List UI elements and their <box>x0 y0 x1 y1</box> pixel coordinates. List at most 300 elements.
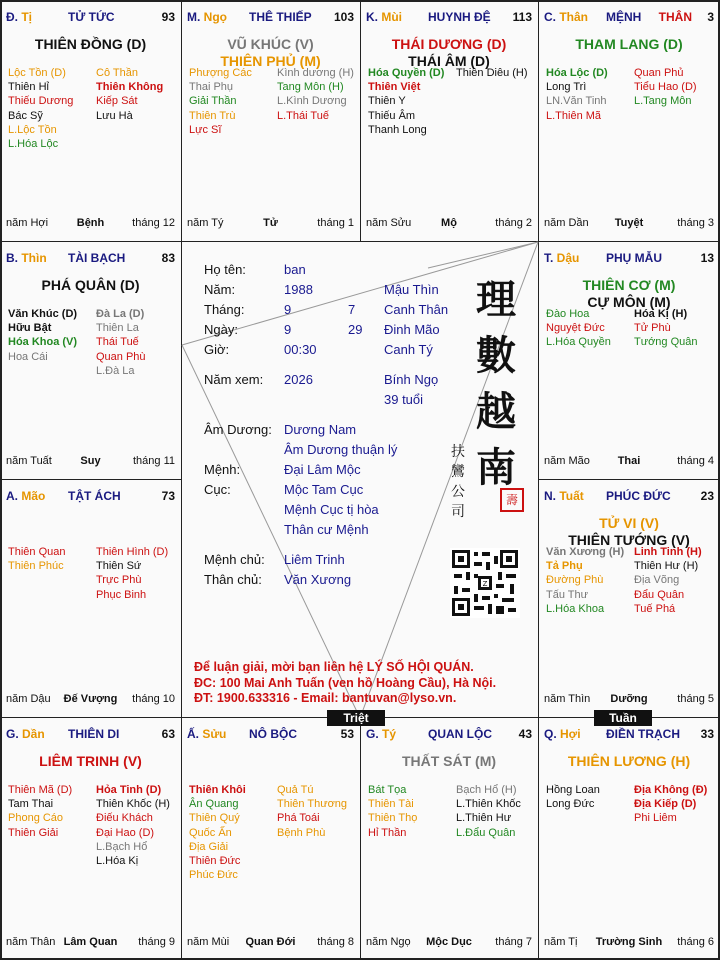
ho-ten-label: Họ tên: <box>204 262 246 277</box>
minor-star: Bạch Hổ (H) <box>456 784 517 796</box>
seal-char: 鸞 <box>451 464 465 480</box>
thang-label: Tháng: <box>204 302 245 317</box>
center-info <box>182 242 538 718</box>
palace-stage: Quan Đới <box>245 936 296 948</box>
nam-can: Mậu Thìn <box>384 282 439 297</box>
palace-number: 83 <box>161 251 175 265</box>
palace-header <box>6 727 175 743</box>
star-column-left <box>189 66 277 137</box>
menh-label: Mệnh: <box>204 462 241 477</box>
palace-footer <box>187 217 354 231</box>
star-column-right <box>634 307 720 350</box>
contact-phone-email[interactable]: ĐT: 1900.633316 - Email: bantuvan@lyso.vn. <box>194 691 457 705</box>
contact-info <box>194 660 496 707</box>
palace-month: tháng 2 <box>495 217 532 229</box>
minor-star: L.Đà La <box>96 364 135 377</box>
palace-branch: G. Dần <box>6 727 45 741</box>
logo-char: 南 <box>476 444 516 491</box>
palace-name: PHỤ MẪU <box>606 251 662 265</box>
ngay-value-2: 29 <box>348 322 363 337</box>
minor-star: Tang Môn (H) <box>277 81 344 94</box>
nam-xem-value: 2026 <box>284 372 313 387</box>
star-column-left <box>546 545 634 616</box>
palace-stage: Tuyệt <box>614 217 644 229</box>
palace-month: tháng 7 <box>495 936 532 948</box>
logo-char: 數 <box>476 332 516 379</box>
logo-calligraphy <box>470 272 522 496</box>
main-stars <box>360 753 538 770</box>
palace-name: THÊ THIẾP <box>249 10 312 24</box>
minor-star: Phúc Đức <box>189 869 238 882</box>
than-marker: THÂN <box>658 10 692 24</box>
minor-star: Thiếu Âm <box>368 109 416 122</box>
than-chu-label: Thân chủ: <box>204 572 262 587</box>
logo-char: 越 <box>476 388 516 435</box>
minor-star: Đà La (D) <box>96 308 145 320</box>
palace-branch: A. Mão <box>6 489 46 503</box>
minor-star: Thiên Đức <box>189 854 241 867</box>
minor-star: Thai Phụ <box>189 81 234 94</box>
palace-number: 103 <box>333 10 354 24</box>
palace-year: năm Tị <box>544 936 578 948</box>
minor-star: Hóa Kị (H) <box>634 308 688 320</box>
palace-branch: B. Thìn <box>6 251 47 265</box>
ngay-label: Ngày: <box>204 322 238 337</box>
minor-star: L.Hóa Kị <box>96 854 139 867</box>
seal-char: 公 <box>451 484 465 500</box>
minor-star: Ân Quang <box>189 798 239 811</box>
am-duong-value: Dương Nam <box>284 422 357 437</box>
seal-char: 扶 <box>451 444 465 460</box>
minor-star: Bác Sỹ <box>8 109 43 122</box>
palace-year: năm Tuất <box>6 455 52 467</box>
palace-month: tháng 1 <box>317 217 354 229</box>
palace-stage: Thai <box>617 455 641 467</box>
palace-tuat <box>538 479 720 717</box>
palace-footer <box>366 217 532 231</box>
minor-star: Quan Phù <box>96 350 146 363</box>
minor-star: L.Hóa Khoa <box>546 602 605 615</box>
contact-line: Để luận giải, mời bạn liên hệ LÝ SỐ HỘI QUÁN. <box>194 660 474 674</box>
palace-dau <box>538 241 720 479</box>
palace-month: tháng 11 <box>132 455 175 467</box>
minor-star: Tấu Thư <box>546 588 589 601</box>
seal-char: 司 <box>451 504 465 520</box>
palace-stage: Suy <box>80 455 101 467</box>
palace-month: tháng 8 <box>317 936 354 948</box>
palace-than <box>538 0 720 241</box>
star-column-right <box>96 66 181 123</box>
minor-star: Bát Tọa <box>368 784 407 796</box>
palace-header <box>544 489 714 505</box>
palace-header <box>366 727 532 743</box>
minor-star: L.Hóa Quyền <box>546 336 611 349</box>
minor-star: L.Bạch Hổ <box>96 840 148 853</box>
minor-star: Quả Tú <box>277 784 314 796</box>
minor-star: Văn Khúc (D) <box>8 308 78 320</box>
star-column-left <box>546 66 634 123</box>
star-column-right <box>456 66 538 80</box>
palace-name: MỆNH <box>606 10 642 24</box>
minor-star: Linh Tinh (H) <box>634 546 702 558</box>
star-column-right <box>277 783 360 840</box>
minor-star: Thiên Khốc (H) <box>96 798 170 811</box>
ngay-value: 9 <box>284 322 292 337</box>
palace-name: THIÊN DI <box>68 727 120 741</box>
palace-month: tháng 4 <box>677 455 714 467</box>
palace-ti <box>0 0 181 241</box>
palace-number: 73 <box>161 489 175 503</box>
minor-star: Phục Binh <box>96 588 147 601</box>
minor-star: Thiên La <box>96 322 139 335</box>
palace-stage: Lâm Quan <box>63 936 118 948</box>
minor-star: Địa Giải <box>189 840 229 853</box>
minor-star: L.Hóa Lộc <box>8 137 59 150</box>
palace-number: 13 <box>700 251 714 265</box>
palace-mui <box>360 0 538 241</box>
main-star: THIÊN CƠ (M) <box>582 277 676 293</box>
star-column-right <box>634 783 720 826</box>
main-star: THIÊN TƯỚNG (V) <box>568 532 690 548</box>
nam-label: Năm: <box>204 282 236 297</box>
palace-name: TỬ TỨC <box>68 10 115 24</box>
palace-month: tháng 10 <box>132 693 175 705</box>
palace-stage: Bệnh <box>76 217 105 229</box>
minor-star: Thiên Việt <box>368 81 421 94</box>
palace-header <box>187 10 354 26</box>
palace-number: 3 <box>707 10 714 24</box>
qr-code-icon <box>450 548 520 618</box>
minor-star: Thanh Long <box>368 123 427 136</box>
minor-star: L.Thiên Khốc <box>456 798 521 811</box>
thang-value: 9 <box>284 302 292 317</box>
menh-value: Đại Lâm Mộc <box>284 462 361 477</box>
minor-star: Hoa Cái <box>8 350 48 363</box>
minor-star: L.Thiên Hư <box>456 812 512 825</box>
main-stars <box>0 36 181 53</box>
main-stars <box>538 36 720 53</box>
main-star: THAM LANG (D) <box>575 36 683 52</box>
minor-star: Thiên Mã (D) <box>8 784 73 796</box>
minor-star: Nguyệt Đức <box>546 322 605 335</box>
minor-star: Văn Xương (H) <box>546 546 625 558</box>
cuc-label: Cục: <box>204 482 231 497</box>
palace-footer <box>6 455 175 469</box>
minor-star: Địa Không (Đ) <box>634 784 708 796</box>
main-star: THÁI DƯƠNG (D) <box>391 36 507 52</box>
palace-year: năm Sửu <box>366 217 412 229</box>
star-column-left <box>189 783 277 882</box>
star-column-right <box>96 307 181 378</box>
main-stars <box>0 277 181 294</box>
palace-branch: C. Thân <box>544 10 589 24</box>
nam-value: 1988 <box>284 282 313 297</box>
minor-star: Giải Thần <box>189 95 237 108</box>
palace-name: ĐIỀN TRẠCH <box>606 727 680 741</box>
minor-star: Thiên Không <box>96 81 164 94</box>
minor-star: Tử Phù <box>634 322 671 335</box>
minor-star: Thiếu Dương <box>8 95 74 108</box>
palace-header <box>366 10 532 26</box>
minor-star: Phi Liêm <box>634 812 677 825</box>
minor-star: Thiên Quan <box>8 546 66 558</box>
palace-year: năm Thân <box>6 936 56 948</box>
main-stars <box>181 36 360 70</box>
star-column-left <box>546 307 634 350</box>
palace-footer <box>544 217 714 231</box>
palace-suu <box>181 717 360 960</box>
main-stars <box>538 277 720 311</box>
palace-branch: Đ. Tị <box>6 10 33 24</box>
minor-star: Tam Thai <box>8 798 54 811</box>
minor-star: Thiên Thương <box>277 798 348 811</box>
minor-star: Quốc Ấn <box>189 826 232 839</box>
main-star: TỬ VI (V) <box>599 515 659 531</box>
seal-small-text <box>448 442 468 522</box>
minor-star: Tướng Quân <box>634 336 698 349</box>
palace-header <box>544 727 714 743</box>
palace-header <box>187 727 354 743</box>
tuoi-value: 39 tuổi <box>384 392 424 407</box>
main-stars <box>538 515 720 549</box>
palace-thin <box>0 241 181 479</box>
minor-star: Thiên Diêu (H) <box>456 67 528 79</box>
palace-name: PHÚC ĐỨC <box>606 489 671 503</box>
star-column-right <box>96 783 181 868</box>
minor-star: Kình dương (H) <box>277 67 354 79</box>
star-column-right <box>96 545 181 602</box>
minor-star: Thiên Khôi <box>189 784 246 796</box>
palace-name: TẬT ÁCH <box>68 489 121 503</box>
palace-number: 43 <box>518 727 532 741</box>
palace-stage: Mộc Dục <box>426 936 472 948</box>
palace-month: tháng 12 <box>132 217 175 229</box>
minor-star: Phá Toái <box>277 812 320 825</box>
minor-star: L.Lộc Tồn <box>8 123 57 136</box>
palace-number: 93 <box>161 10 175 24</box>
minor-star: Địa Kiếp (D) <box>634 798 697 811</box>
minor-star: Thiên Hỉ <box>8 81 49 94</box>
palace-stage: Đế Vượng <box>63 693 118 705</box>
palace-stage: Dưỡng <box>610 693 648 705</box>
than-chu-value: Văn Xương <box>284 572 352 587</box>
palace-header <box>544 251 714 267</box>
minor-star: Tả Phụ <box>546 560 583 573</box>
minor-star: L.Kình Dương <box>277 95 347 108</box>
minor-star: Thiên Giải <box>8 826 59 839</box>
palace-year: năm Mùi <box>187 936 230 948</box>
minor-star: Thiên Thọ <box>368 812 418 825</box>
palace-footer <box>187 936 354 950</box>
minor-star: Cô Thần <box>96 67 138 79</box>
palace-stage: Mộ <box>441 217 457 229</box>
palace-month: tháng 9 <box>138 936 175 948</box>
palace-year: năm Dậu <box>6 693 51 705</box>
palace-footer <box>544 693 714 707</box>
minor-star: Long Trì <box>546 81 587 94</box>
star-column-right <box>634 66 720 109</box>
minor-star: Địa Võng <box>634 574 680 587</box>
minor-star: L.Thái Tuế <box>277 109 329 122</box>
minor-star: Hồng Loan <box>546 784 600 796</box>
minor-star: LN.Văn Tinh <box>546 95 607 108</box>
minor-star: Thiên Quý <box>189 812 240 825</box>
minor-star: Long Đức <box>546 798 595 811</box>
nam-xem-can: Bính Ngọ <box>384 372 439 387</box>
minor-star: Hỏa Tinh (D) <box>96 784 162 796</box>
palace-header <box>6 251 175 267</box>
palace-branch: N. Tuất <box>544 489 584 503</box>
nam-xem-label: Năm xem: <box>204 372 264 387</box>
palace-footer <box>6 936 175 950</box>
minor-star: Thiên Tài <box>368 798 414 811</box>
main-star: LIÊM TRINH (V) <box>39 753 142 769</box>
minor-star: Tiểu Hao (D) <box>634 81 697 94</box>
star-column-right <box>277 66 360 123</box>
main-stars <box>360 36 538 70</box>
minor-star: Kiếp Sát <box>96 95 138 108</box>
palace-branch: K. Mùi <box>366 10 403 24</box>
svg-text:Z: Z <box>482 580 488 588</box>
minor-star: L.Đẩu Quân <box>456 826 516 839</box>
gio-can: Canh Tý <box>384 342 433 357</box>
palace-mao <box>0 479 181 717</box>
contact-address: ĐC: 100 Mai Anh Tuấn (ven hồ Hoàng Cầu), Hà Nội. <box>194 675 497 690</box>
minor-star: Phượng Các <box>189 67 252 79</box>
main-star: THIÊN PHỦ (M) <box>220 53 321 69</box>
logo-char: 理 <box>476 276 516 323</box>
main-star: THÁI ÂM (D) <box>408 53 490 69</box>
palace-dan <box>0 717 181 960</box>
minor-star: Thiên Sứ <box>96 560 142 573</box>
star-column-left <box>368 66 456 137</box>
palace-header <box>544 10 714 26</box>
minor-star: Quan Phủ <box>634 67 684 79</box>
ngay-can: Đinh Mão <box>384 322 440 337</box>
minor-star: Thiên Y <box>368 95 406 108</box>
minor-star: Hỉ Thần <box>368 826 407 839</box>
minor-star: Hóa Lộc (D) <box>546 67 608 79</box>
main-star: VŨ KHÚC (V) <box>227 36 314 52</box>
minor-star: Hóa Quyền (D) <box>368 67 445 79</box>
palace-footer <box>6 217 175 231</box>
minor-star: Lưu Hà <box>96 109 133 122</box>
main-star: PHÁ QUÂN (D) <box>41 277 140 293</box>
star-column-left <box>546 783 634 811</box>
palace-header <box>6 10 175 26</box>
palace-branch: Q. Hợi <box>544 727 581 741</box>
minor-star: L.Tang Môn <box>634 95 692 108</box>
palace-branch: G. Tý <box>366 727 397 741</box>
triet-tag: Triệt <box>327 710 385 726</box>
star-column-left <box>8 545 96 573</box>
thang-value-2: 7 <box>348 302 356 317</box>
minor-star: Đường Phù <box>546 574 604 587</box>
palace-footer <box>366 936 532 950</box>
cuc-value-3: Thân cư Mệnh <box>284 522 369 537</box>
star-column-right <box>634 545 720 616</box>
palace-footer <box>544 455 714 469</box>
am-duong-label: Âm Dương: <box>204 422 272 437</box>
minor-star: Điếu Khách <box>96 812 153 825</box>
tuan-tag: Tuần <box>594 710 652 726</box>
minor-star: Đại Hao (D) <box>96 826 155 839</box>
minor-star: Lộc Tồn (D) <box>8 67 66 79</box>
minor-star: Đào Hoa <box>546 308 590 320</box>
minor-star: Phong Cáo <box>8 812 64 825</box>
minor-star: Lực Sĩ <box>189 123 222 136</box>
minor-star: L.Thiên Mã <box>546 109 602 122</box>
palace-stage: Tử <box>263 217 278 229</box>
palace-ty <box>360 717 538 960</box>
gio-label: Giờ: <box>204 342 230 357</box>
palace-footer <box>544 936 714 950</box>
palace-number: 63 <box>161 727 175 741</box>
cuc-value: Mộc Tam Cục <box>284 482 364 497</box>
minor-star: Đẩu Quân <box>634 588 685 601</box>
palace-year: năm Dần <box>544 217 589 229</box>
star-column-left <box>8 66 96 151</box>
menh-chu-value: Liêm Trinh <box>284 552 345 567</box>
minor-star: Thái Tuế <box>96 336 139 349</box>
palace-branch: T. Dậu <box>544 251 580 265</box>
palace-stage: Trường Sinh <box>595 936 663 948</box>
palace-month: tháng 3 <box>677 217 714 229</box>
palace-branch: Ấ. Sửu <box>187 727 227 741</box>
palace-year: năm Mão <box>544 455 590 467</box>
main-star: THẤT SÁT (M) <box>401 753 497 769</box>
main-star: THIÊN ĐỒNG (D) <box>34 36 147 52</box>
am-duong-value-2: Âm Dương thuận lý <box>284 442 398 457</box>
ho-ten-value: ban <box>284 262 306 277</box>
main-stars <box>538 753 720 770</box>
minor-star: Thiên Phúc <box>8 560 64 573</box>
minor-star: Thiên Hình (D) <box>96 546 169 558</box>
minor-star: Trực Phù <box>96 574 142 587</box>
palace-header <box>6 489 175 505</box>
minor-star: Tuế Phá <box>634 602 676 615</box>
palace-year: năm Ngọ <box>366 936 411 948</box>
star-column-left <box>8 307 96 364</box>
star-column-left <box>8 783 96 840</box>
palace-name: NÔ BỘC <box>249 727 297 741</box>
main-star: THIÊN LƯƠNG (H) <box>567 753 691 769</box>
palace-month: tháng 5 <box>677 693 714 705</box>
palace-footer <box>6 693 175 707</box>
cuc-value-2: Mệnh Cục tị hòa <box>284 502 379 517</box>
palace-number: 33 <box>700 727 714 741</box>
palace-name: HUYNH ĐỆ <box>428 10 491 24</box>
star-column-right <box>456 783 538 840</box>
gio-value: 00:30 <box>284 342 317 357</box>
minor-star: Hữu Bật <box>8 322 52 335</box>
palace-month: tháng 6 <box>677 936 714 948</box>
menh-chu-label: Mệnh chủ: <box>204 552 265 567</box>
palace-number: 53 <box>340 727 354 741</box>
palace-ngo <box>181 0 360 241</box>
thang-can: Canh Thân <box>384 302 449 317</box>
palace-branch: M. Ngọ <box>187 10 227 24</box>
star-column-left <box>368 783 456 840</box>
palace-name: TÀI BẠCH <box>68 251 126 265</box>
palace-year: năm Tý <box>187 217 224 229</box>
main-stars <box>0 753 181 770</box>
main-star: CỰ MÔN (M) <box>587 294 671 310</box>
palace-number: 23 <box>700 489 714 503</box>
red-seal-stamp: 壽 <box>500 488 524 512</box>
minor-star: Thiên Trù <box>189 109 236 122</box>
palace-hoi <box>538 717 720 960</box>
